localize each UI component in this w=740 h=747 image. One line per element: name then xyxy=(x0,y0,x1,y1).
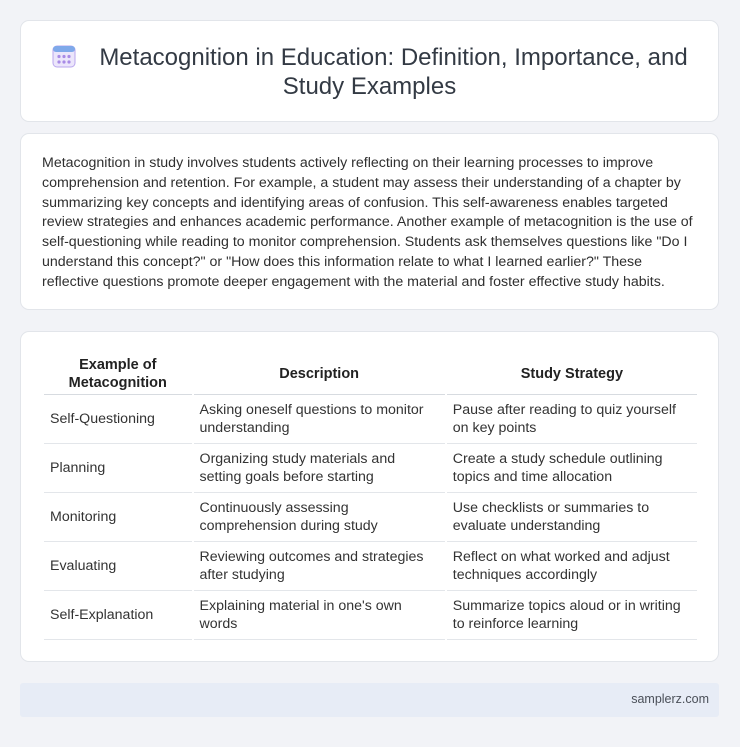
cell-strategy: Pause after reading to quiz yourself on key points xyxy=(447,395,697,444)
table-row xyxy=(44,591,697,640)
cell-example: Self-Explanation xyxy=(44,591,192,640)
cell-description: Continuously assessing comprehension during study xyxy=(194,493,445,542)
table-row xyxy=(44,395,697,444)
header-description: Description xyxy=(194,353,445,395)
table-header-row xyxy=(44,353,697,395)
cell-strategy: Use checklists or summaries to evaluate understanding xyxy=(447,493,697,542)
header-example: Example of Metacognition xyxy=(44,353,192,395)
cell-description: Explaining material in one's own words xyxy=(194,591,445,640)
table-row xyxy=(44,542,697,591)
table-row xyxy=(44,444,697,493)
intro-card xyxy=(20,133,719,310)
cell-description: Asking oneself questions to monitor understanding xyxy=(194,395,445,444)
intro-paragraph: Metacognition in study involves students actively reflecting on their learning processes to improve comprehension and retention. For example, a student may assess their understanding of a chapter by summarizing key concepts and identifying areas of confusion. This self-awareness enables targeted review strategies and enhances academic performance. Another example of metacognition is the use of self-questioning while reading to monitor comprehension. Students ask themselves questions like "Do I understand this concept?" or "How does this information relate to what I learned earlier?" These reflective questions promote deeper engagement with the material and foster effective study habits. xyxy=(42,155,693,290)
cell-example: Self-Questioning xyxy=(44,395,192,444)
cell-example: Evaluating xyxy=(44,542,192,591)
cell-description: Organizing study materials and setting goals before starting xyxy=(194,444,445,493)
metacognition-table xyxy=(42,353,699,640)
cell-strategy: Summarize topics aloud or in writing to reinforce learning xyxy=(447,591,697,640)
page-title: Metacognition in Education: Definition, Importance, and Study Examples xyxy=(99,44,688,100)
cell-example: Planning xyxy=(44,444,192,493)
cell-strategy: Reflect on what worked and adjust techniques accordingly xyxy=(447,542,697,591)
header-strategy: Study Strategy xyxy=(447,353,697,395)
cell-description: Reviewing outcomes and strategies after studying xyxy=(194,542,445,591)
table-card xyxy=(20,331,719,662)
footer-source-link[interactable]: samplerz.com xyxy=(631,692,709,706)
cell-example: Monitoring xyxy=(44,493,192,542)
table-row xyxy=(44,493,697,542)
calendar-grid-icon xyxy=(51,43,77,69)
footer-bar xyxy=(20,683,719,717)
cell-strategy: Create a study schedule outlining topics and time allocation xyxy=(447,444,697,493)
page-title-wrap xyxy=(21,43,718,101)
title-card xyxy=(20,20,719,122)
